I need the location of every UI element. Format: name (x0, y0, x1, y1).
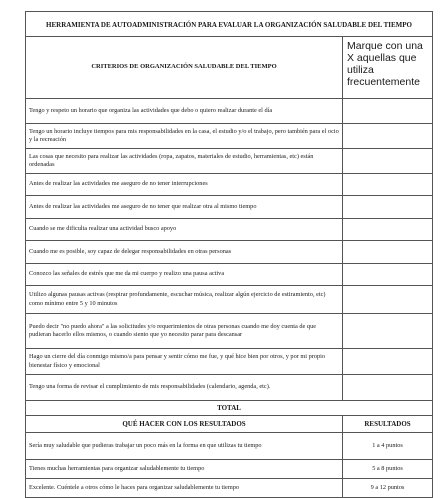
criteria-text: Antes de realizar las actividades me aseguro de no tener interrupciones (26, 174, 343, 196)
criteria-row (26, 241, 433, 264)
criteria-row (26, 149, 433, 174)
results-header: QUÉ HACER CON LOS RESULTADOS (26, 416, 343, 433)
results-header-row (26, 416, 433, 433)
criteria-text: Cuando me es posible, soy capaz de delegar responsabilidades en otras personas (26, 241, 343, 264)
result-row (26, 479, 433, 498)
result-range: 5 a 8 puntos (343, 460, 433, 479)
mark-cell[interactable] (343, 286, 433, 314)
criteria-row (26, 196, 433, 219)
mark-cell[interactable] (343, 264, 433, 286)
mark-cell[interactable] (343, 196, 433, 219)
mark-cell[interactable] (343, 219, 433, 241)
mark-cell[interactable] (343, 124, 433, 149)
criteria-text: Hago un cierre del día conmigo mismo/a para pensar y sentir cómo me fue, y qué hice bien por otros, y por mi propio bienestar físico y emocional (26, 349, 343, 375)
criteria-text: Tengo una forma de revisar el cumplimiento de mis responsabilidades (calendario, agenda, etc). (26, 375, 343, 401)
header-row (26, 37, 433, 99)
mark-cell[interactable] (343, 375, 433, 401)
criteria-row (26, 124, 433, 149)
criteria-text: Utilizo algunas pausas activas (respirar profundamente, escuchar música, realizar algún ejercicio de estiramiento, etc) como mínimo entre 5 y 10 minutos (26, 286, 343, 314)
mark-cell[interactable] (343, 241, 433, 264)
criteria-row (26, 264, 433, 286)
criteria-row (26, 174, 433, 196)
criteria-text: Puedo decir "no puedo ahora" a las solicitudes y/o requerimientos de otras personas cuando me doy cuenta de que pudieran hacerlo ellos mismos, o cuando siento que yo necesito parar para descansar (26, 314, 343, 349)
mark-cell[interactable] (343, 174, 433, 196)
criteria-text: Cuando se me dificulta realizar una actividad busco apoyo (26, 219, 343, 241)
result-text: Excelente. Cuéntele a otros cómo le haces para organizar saludablemente tu tiempo (26, 479, 343, 498)
total-label: TOTAL (26, 401, 433, 416)
result-row (26, 433, 433, 460)
criteria-row (26, 99, 433, 124)
criteria-header: CRITERIOS DE ORGANIZACIÓN SALUDABLE DEL TIEMPO (26, 37, 343, 99)
result-range: 1 a 4 puntos (343, 433, 433, 460)
mark-header: Marque con una X aquellas que utiliza frecuentemente (343, 37, 433, 99)
criteria-text: Antes de realizar las actividades me aseguro de no tener que realizar otra al mismo tiempo (26, 196, 343, 219)
criteria-row (26, 314, 433, 349)
criteria-row (26, 349, 433, 375)
criteria-row (26, 375, 433, 401)
criteria-text: Conozco las señales de estrés que me da mi cuerpo y realizo una pausa activa (26, 264, 343, 286)
evaluation-table (25, 11, 433, 498)
result-text: Sería muy saludable que pudieras trabajar un poco más en la forma en que utilizas tu tiempo (26, 433, 343, 460)
result-text: Tienes muchas herramientas para organizar saludablemente tu tiempo (26, 460, 343, 479)
result-range: 9 a 12 puntos (343, 479, 433, 498)
mark-cell[interactable] (343, 99, 433, 124)
mark-cell[interactable] (343, 149, 433, 174)
mark-cell[interactable] (343, 314, 433, 349)
table-title: HERRAMIENTA DE AUTOADMINISTRACIÓN PARA EVALUAR LA ORGANIZACIÓN SALUDABLE DEL TIEMPO (26, 12, 433, 37)
criteria-text: Tengo y respeto un horario que organiza las actividades que debo o quiero realizar durante el día (26, 99, 343, 124)
criteria-text: Tengo un horario incluye tiempos para mis responsabilidades en la casa, el estudio y/o el trabajo, pero también para el ocio y la recreación (26, 124, 343, 149)
results-col-header: RESULTADOS (343, 416, 433, 433)
criteria-row (26, 219, 433, 241)
criteria-text: Las cosas que necesito para realizar las actividades (ropa, zapatos, materiales de estudio, herramientas, etc) están ordenadas (26, 149, 343, 174)
mark-cell[interactable] (343, 349, 433, 375)
title-row (26, 12, 433, 37)
criteria-row (26, 286, 433, 314)
result-row (26, 460, 433, 479)
total-row (26, 401, 433, 416)
